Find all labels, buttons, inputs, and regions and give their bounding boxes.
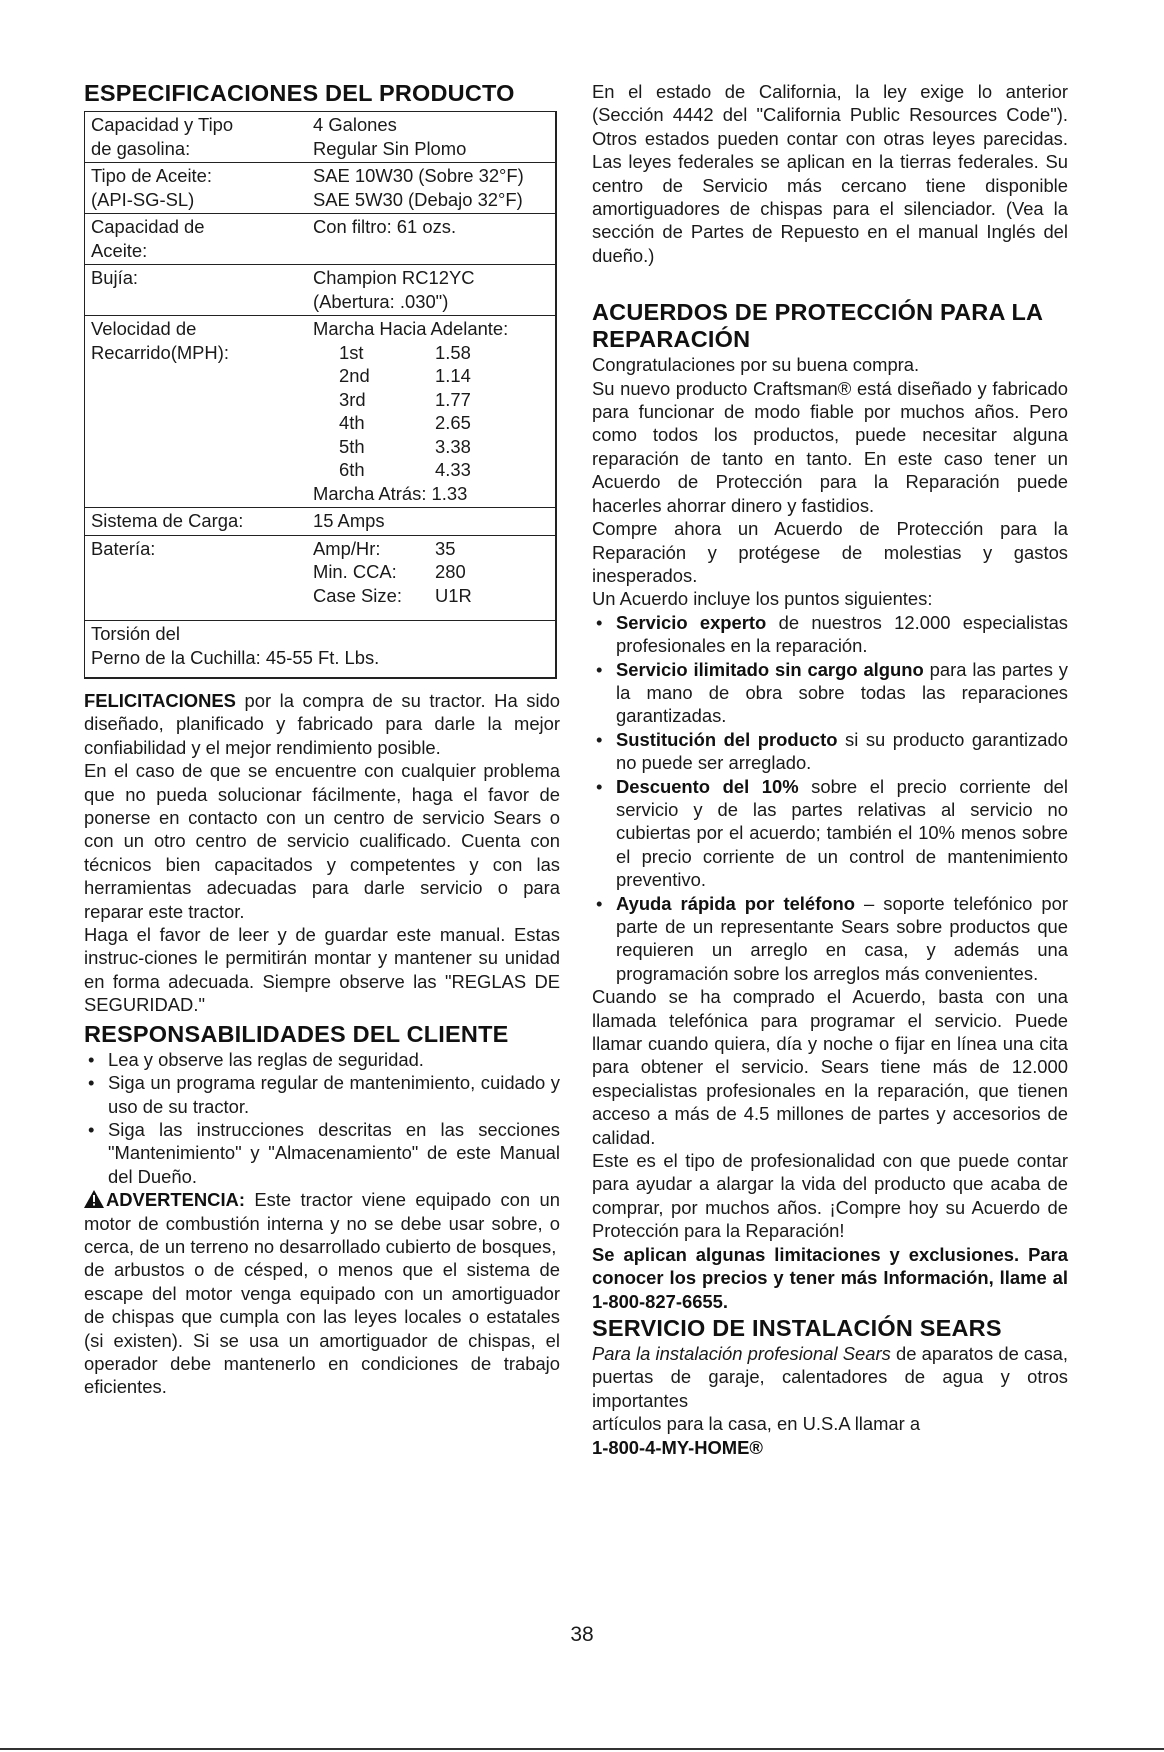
gear-row: 1st 1.58 [339, 341, 471, 363]
spec-row-torque: Torsión del Perno de la Cuchilla: 45-55 Ft. Lbs. [91, 623, 380, 668]
battery-row: Min. CCA: 280 [313, 561, 466, 582]
repair-paragraph-2: Su nuevo producto Craftsman® está diseñado y fabricado para funcionar de modo fiable por muchos años. Pero como todos los productos, puede necesitar alguna reparación de tanto en tanto. En este caso tener un Acuerdo de Protección para la Reparación puede hacerles ahorrar dinero y fastidios. [592, 377, 1068, 516]
warning-paragraph-2: de arbustos o de césped, o menos que el sistema de escape del motor venga equipado con un amortiguador de chispas que cumpla con las leyes locales o estatales (si existen). Si se usa un amortiguador de chispas, el operador debe mantenerlo en condiciones de trabajo eficientes. [84, 1259, 560, 1398]
service-paragraph: En el caso de que se encuentre con cualquier problema que no pueda solucionar fácilmente, haga el favor de ponerse en contacto con un centro de servicio Sears o con un otro centro de servicio cualificado. Cuenta con técnicos bien capacitados y competentes y con las herramientas adecuadas para darle servicio o para reparar este tractor. [84, 760, 560, 922]
list-item: • Siga las instrucciones descritas en las secciones "Mantenimiento" y "Almacenamiento" de este Manual del Dueño. [84, 1118, 560, 1188]
repair-paragraph-5: Cuando se ha comprado el Acuerdo, basta con una llamada telefónica para programar el servicio. Puede llamar cuando quiera, día y noche o fijar en línea una cita para obtener el servicio. Sears tiene más de 12.000 especialistas profesionales en la reparación, que tienen acceso a más de 4.5 millones de partes y accesorios de calidad. [592, 986, 1068, 1148]
repair-paragraph-4: Un Acuerdo incluye los puntos siguientes: [592, 588, 933, 610]
installation-heading: SERVICIO DE INSTALACIÓN SEARS [592, 1314, 1002, 1341]
page-number: 38 [570, 1623, 594, 1646]
repair-benefits-list [592, 611, 1068, 986]
list-item: • Servicio experto de nuestros 12.000 especialistas profesionales en la reparación. [592, 611, 1068, 658]
manual-paragraph: Haga el favor de leer y de guardar este manual. Estas instruc-ciones le permitirán montar y mantener su unidad en forma adecuada. Siempre observe las "REGLAS DE SEGURIDAD." [84, 924, 560, 1016]
repair-protection-heading: ACUERDOS DE PROTECCIÓN PARA LA REPARACIÓN [592, 299, 1043, 353]
battery-row: Amp/Hr: 35 [313, 537, 456, 559]
spec-heading: ESPECIFICACIONES DEL PRODUCTO [84, 80, 515, 106]
repair-paragraph-1: Congratulaciones por su buena compra. [592, 354, 920, 376]
list-item: • Siga un programa regular de mantenimiento, cuidado y uso de su tractor. [84, 1071, 560, 1118]
gear-row: 2nd 1.14 [339, 365, 471, 386]
spec-row-oil: Tipo de Aceite: (API-SG-SL) SAE 10W30 (Sobre 32°F) SAE 5W30 (Debajo 32°F) [85, 163, 555, 214]
right-column [592, 80, 1068, 1459]
spec-row-fuel: Capacidad y Tipo de gasolina: 4 Galones Regular Sin Plomo [85, 112, 555, 163]
repair-paragraph-6: Este es el tipo de profesionalidad con que puede contar para ayudar a alargar la vida del producto que acaba de comprar, por muchos años. ¡Compre hoy su Acuerdo de Protección para la Reparación! [592, 1150, 1068, 1242]
warning-paragraph: ADVERTENCIA: Este tractor viene equipado con un motor de combustión interna y no se debe usar sobre, o cerca, de un terreno no desarrollado cubierto de bosques, [84, 1189, 560, 1257]
gear-row: 5th 3.38 [339, 435, 471, 457]
installation-phone: 1-800-4-MY-HOME® [592, 1436, 763, 1458]
spec-row-charging: Sistema de Carga: 15 Amps [85, 508, 555, 536]
list-item: • Ayuda rápida por teléfono – soporte telefónico por parte de un representante Sears sobre productos que requieren un arreglo en casa, y además una programación sobre los arreglos más convenientes. [592, 892, 1068, 986]
spec-row-battery: Batería: Amp/Hr: 35 Min. CCA: 280 Case Size: U1R [85, 536, 555, 622]
gear-row: 4th 2.65 [339, 412, 471, 433]
responsibilities-heading: RESPONSABILIDADES DEL CLIENTE [84, 1020, 509, 1047]
installation-paragraph: Para la instalación profesional Sears de aparatos de casa, puertas de garaje, calentadores de agua y otros importantes [592, 1342, 1068, 1411]
repair-paragraph-3: Compre ahora un Acuerdo de Protección para la Reparación y protégese de molestias y gastos inesperados. [592, 518, 1068, 586]
list-item: • Lea y observe las reglas de seguridad. [84, 1048, 560, 1071]
spec-row-oil-capacity: Capacidad de Aceite: Con filtro: 61 ozs. [85, 214, 555, 265]
repair-limitations: Se aplican algunas limitaciones y exclusiones. Para conocer los precios y tener más Información, llame al 1-800-827-6655. [592, 1243, 1068, 1312]
gear-row: 3rd 1.77 [339, 388, 471, 410]
congrats-paragraph: FELICITACIONES por la compra de su tractor. Ha sido diseñado, planificado y fabricado para darle la mejor confiabilidad y el mejor rendimiento posible. [84, 690, 560, 758]
divider [0, 1748, 1164, 1750]
list-item: • Sustitución del producto si su producto garantizado no puede ser arreglado. [592, 728, 1068, 775]
spec-table [84, 111, 557, 679]
spec-row-speed: Velocidad de Recarrido(MPH): Marcha Hacia Adelante: 1st 1.58 2nd 1.14 3rd 1.77 4th 2.65 5th 3.38 6th 4.33 Marcha Atrás: 1.33 [85, 316, 555, 508]
left-column [84, 80, 560, 1399]
california-paragraph: En el estado de California, la ley exige lo anterior (Sección 4442 del "California Public Resources Code"). Otros estados pueden contar con otras leyes parecidas. Las leyes federales se aplican en la tierras federales. Su centro de Servicio más cercano tiene disponible amortiguadores de chispas para el silenciador. (Vea la sección de Partes de Repuesto en el manual Inglés del dueño.) [592, 81, 1068, 266]
installation-paragraph-2: artículos para la casa, en U.S.A llamar a [592, 1413, 921, 1435]
warning-triangle-icon [84, 1190, 104, 1208]
spec-row-spark-plug: Bujía: Champion RC12YC (Abertura: .030") [85, 265, 555, 316]
battery-row: Case Size: U1R [313, 584, 472, 606]
list-item: • Servicio ilimitado sin cargo alguno para las partes y la mano de obra sobre todas las reparaciones garantizadas. [592, 658, 1068, 728]
responsibilities-list [84, 1048, 560, 1188]
list-item: • Descuento del 10% sobre el precio corriente del servicio y de las partes relativas al servicio no cubiertas por el acuerdo; también el 10% menos sobre el precio corriente de un control de mantenimiento preventivo. [592, 775, 1068, 892]
gear-row: 6th 4.33 [339, 459, 471, 480]
